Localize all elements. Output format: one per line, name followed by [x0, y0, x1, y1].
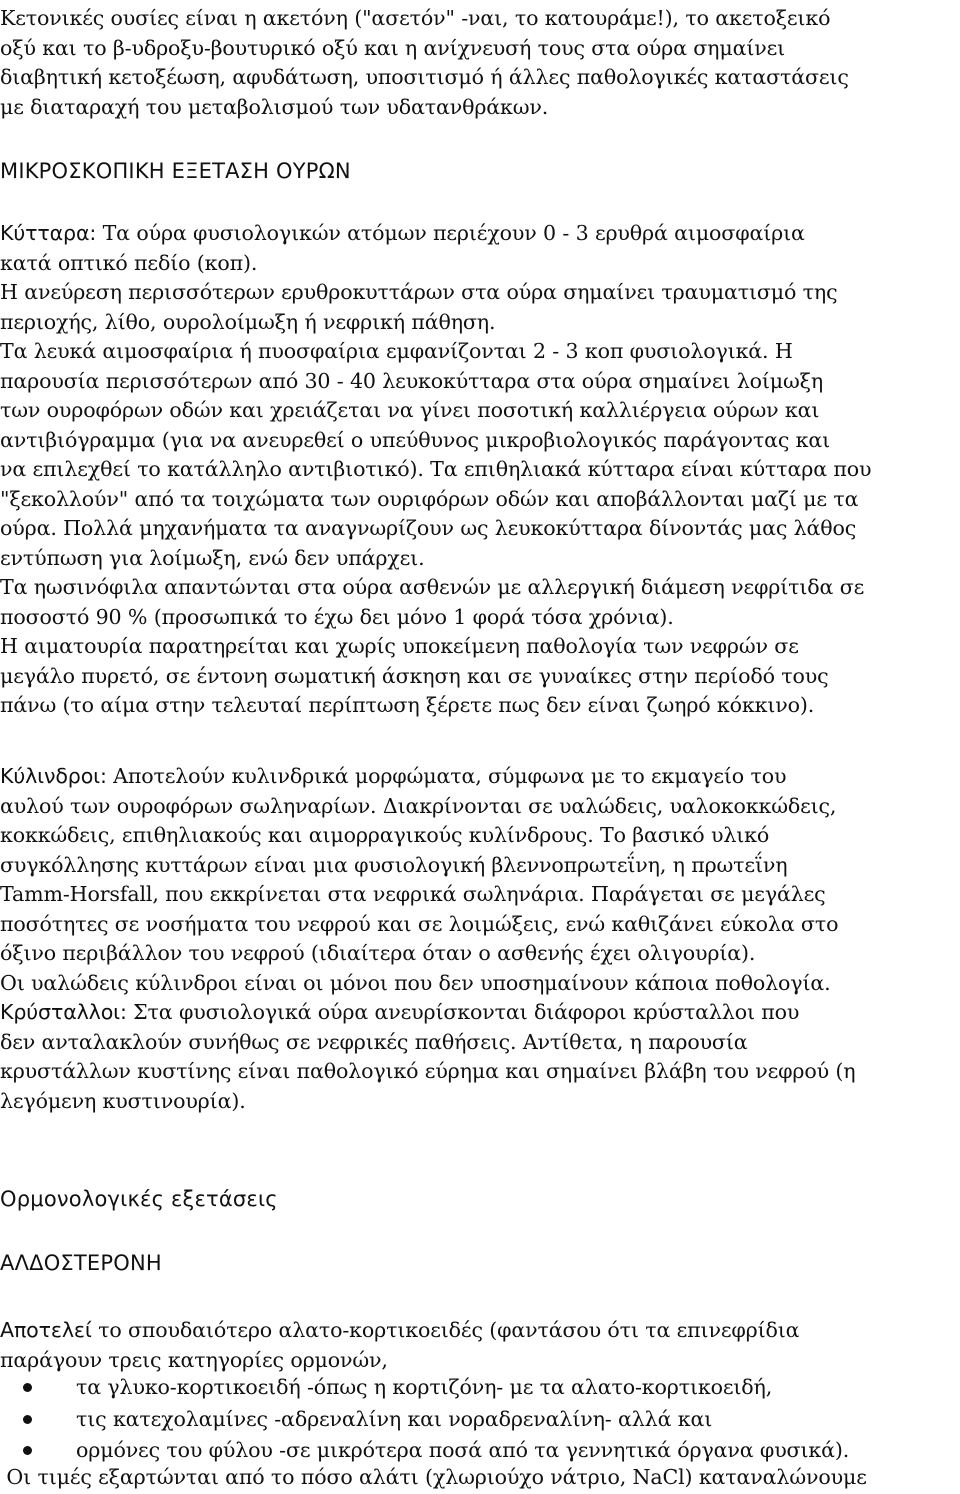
- casts-label: Κύλινδροι:: [0, 764, 107, 788]
- text-line: Tamm-Horsfall, που εκκρίνεται στα νεφρικά σωληνάρια. Παράγεται σε μεγάλες: [0, 882, 826, 906]
- hormone-categories-list: [0, 1372, 948, 1467]
- bullet-icon: [23, 1415, 32, 1424]
- text-line: οξύ και το β-υδροξυ-βουτυρικό οξύ και η ανίχνευσή τους στα ούρα σημαίνει: [0, 35, 786, 60]
- text-line: πάνω (το αίμα στην τελευταί περίπτωση ξέρετε πως δεν είναι ζωηρό κόκκινο).: [0, 693, 815, 717]
- text-line: να επιλεχθεί το κατάλληλο αντιβιοτικό). Τα επιθηλιακά κύτταρα είναι κύτταρα που: [0, 457, 872, 481]
- text-line: ποσότητες σε νοσήματα του νεφρού και σε λοιμώξεις, ενώ καθιζάνει εύκολα στο: [0, 911, 839, 936]
- text-line: παράγουν τρεις κατηγορίες ορμονών,: [0, 1347, 388, 1372]
- crystals-label: Κρύσταλλοι:: [0, 1000, 127, 1024]
- text-line: Οι υαλώδεις κύλινδροι είναι οι μόνοι που δεν υποσημαίνουν κάποια ποθολογία.: [0, 970, 831, 995]
- text-line: "ξεκολλούν" από τα τοιχώματα των ουριφόρων οδών και αποβάλλονται μαζί με τα: [0, 486, 859, 511]
- text-line: παρουσία περισσότερων από 30 - 40 λευκοκύτταρα στα ούρα σημαίνει λοίμωξη: [0, 368, 824, 393]
- text-line: κοκκώδεις, επιθηλιακούς και αιμορραγικούς κυλίνδρους. Το βασικό υλικό: [0, 823, 770, 847]
- text-line: συγκόλλησης κυττάρων είναι μια φυσιολογική βλεννοπρωτεΐνη, η πρωτεΐνη: [0, 852, 788, 877]
- cells-label: Κύτταρα:: [0, 221, 97, 245]
- microscopy-heading: ΜΙΚΡΟΣΚΟΠΙΚΗ ΕΞΕΤΑΣΗ ΟΥΡΩΝ: [0, 159, 351, 183]
- aldosterone-label: Αποτελεί: [0, 1318, 92, 1342]
- text-line: Κετονικές ουσίες είναι η ακετόνη ("ασετόν" -ναι, το κατουράμε!), το ακετοξεικό: [0, 6, 831, 30]
- text-line: Τα λευκά αιμοσφαίρια ή πυοσφαίρια εμφανίζονται 2 - 3 κοπ φυσιολογικά. Η: [0, 339, 793, 363]
- text-line: δεν ανταλακλούν συνήθως σε νεφρικές παθήσεις. Αντίθετα, η παρουσία: [0, 1029, 748, 1054]
- text-line: ούρα. Πολλά μηχανήματα τα αναγνωρίζουν ως λευκοκύτταρα δίνοντάς μας λάθος: [0, 516, 857, 540]
- cells-paragraph: [0, 219, 948, 721]
- text-line: Τα ηωσινόφιλα απαντώνται στα ούρα ασθενών με αλλεργική διάμεση νεφρίτιδα σε: [0, 575, 865, 599]
- text-line: Στα φυσιολογικά ούρα ανευρίσκονται διάφοροι κρύσταλλοι που: [126, 1000, 800, 1024]
- text-line: το σπουδαιότερο αλατο-κορτικοειδές (φαντάσου ότι τα επινεφρίδια: [91, 1318, 800, 1342]
- text-line: Τα ούρα φυσιολογικών ατόμων περιέχουν 0 - 3 ερυθρά αιμοσφαίρια: [96, 221, 805, 245]
- crystals-paragraph: [0, 998, 948, 1116]
- text-line: των ουροφόρων οδών και χρειάζεται να γίνει ποσοτική καλλιέργεια ούρων και: [0, 398, 820, 422]
- text-line: με διαταραχή του μεταβολισμού των υδατανθράκων.: [0, 94, 549, 119]
- text-line: εντύπωση για λοίμωξη, ενώ δεν υπάρχει.: [0, 545, 425, 570]
- text-line: μεγάλο πυρετό, σε έντονη σωματική άσκηση και σε γυναίκες στην περίοδό τους: [0, 663, 829, 688]
- casts-paragraph: [0, 762, 948, 998]
- bullet-icon: [23, 1383, 32, 1392]
- bullet-icon: [23, 1446, 32, 1455]
- list-item-text: τις κατεχολαμίνες -αδρεναλίνη και νοραδρεναλίνη- αλλά και: [76, 1406, 713, 1431]
- list-item-text: ορμόνες του φύλου -σε μικρότερα ποσά από τα γεννητικά όργανα φυσικά).: [76, 1438, 850, 1462]
- ketones-paragraph: [0, 4, 948, 122]
- text-line: Αποτελούν κυλινδρικά μορφώματα, σύμφωνα με το εκμαγείο του: [106, 764, 787, 788]
- hormones-heading: Ορμονολογικές εξετάσεις: [0, 1187, 278, 1211]
- aldosterone-heading: ΑΛΔΟΣΤΕΡΟΝΗ: [0, 1251, 162, 1275]
- list-item: [0, 1372, 948, 1404]
- list-item-text: τα γλυκο-κορτικοειδή -όπως η κορτιζόνη- με τα αλατο-κορτικοειδή,: [76, 1375, 773, 1399]
- list-item: [0, 1435, 948, 1467]
- text-line: αντιβιόγραμμα (για να ανευρεθεί ο υπεύθυνος μικροβιολογικός παράγοντας και: [0, 427, 831, 452]
- text-line: περιοχής, λίθο, ουρολοίμωξη ή νεφρική πάθηση.: [0, 309, 496, 334]
- closing-line: Οι τιμές εξαρτώνται από το πόσο αλάτι (χλωριούχο νάτριο, NaCl) καταναλώνουμε: [0, 1465, 867, 1489]
- text-line: λεγόμενη κυστινουρία).: [0, 1088, 246, 1113]
- aldosterone-paragraph: [0, 1316, 948, 1375]
- text-line: αυλού των ουροφόρων σωληναρίων. Διακρίνονται σε υαλώδεις, υαλοκοκκώδεις,: [0, 793, 837, 818]
- text-line: κατά οπτικό πεδίο (κοπ).: [0, 250, 258, 275]
- text-line: Η αιματουρία παρατηρείται και χωρίς υποκείμενη παθολογία των νεφρών σε: [0, 634, 799, 658]
- text-line: Η ανεύρεση περισσότερων ερυθροκυττάρων στα ούρα σημαίνει τραυματισμό της: [0, 280, 838, 304]
- text-line: όξινο περιβάλλον του νεφρού (ιδιαίτερα όταν ο ασθενής έχει ολιγουρία).: [0, 941, 756, 965]
- list-item: [0, 1404, 948, 1436]
- text-line: κρυστάλλων κυστίνης είναι παθολογικό εύρημα και σημαίνει βλάβη του νεφρού (η: [0, 1059, 856, 1083]
- text-line: διαβητική κετοξέωση, αφυδάτωση, υποσιτισμό ή άλλες παθολογικές καταστάσεις: [0, 65, 849, 89]
- text-line: ποσοστό 90 % (προσωπικά το έχω δει μόνο 1 φορά τόσα χρόνια).: [0, 604, 674, 629]
